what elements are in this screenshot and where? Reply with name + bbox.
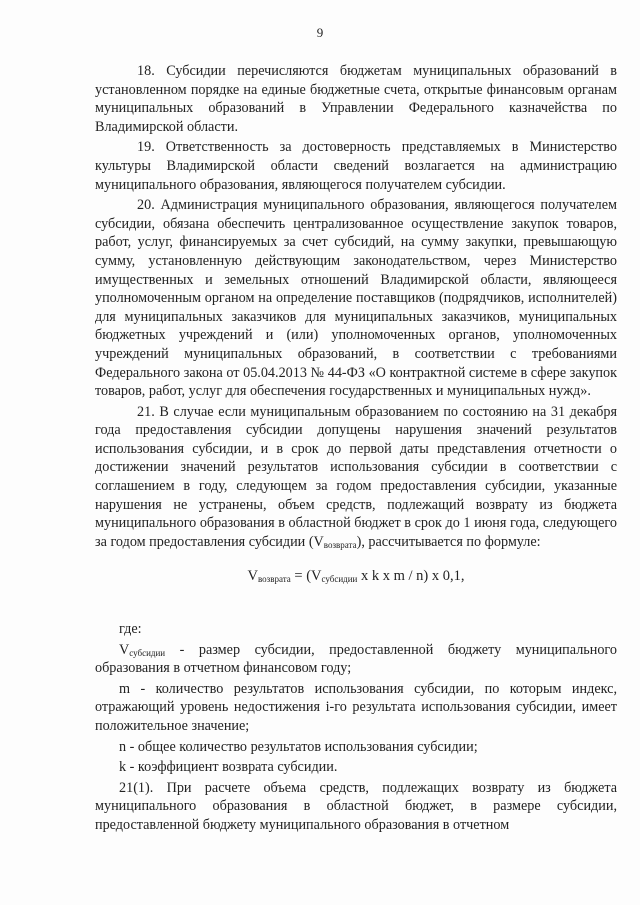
paragraph-19: 19. Ответственность за достоверность представляемых в Министерство культуры Владимирской области сведений возлагается на администрацию муниципального образования, являющегося получателем субсидии.: [95, 139, 617, 193]
paragraph-20: 20. Администрация муниципального образования, являющегося получателем субсидии, обязана обеспечить централизованное осуществление закупок товаров, работ, услуг, финансируемых за счет субсидий, на сумму закупки, превышающую сумму, установленную действующим законодательством, через Министерство имущественных и земельных отношений Владимирской области, являющееся уполномоченным органом на определение поставщиков (подрядчиков, исполнителей) для муниципальных заказчиков для муниципальных заказчиков, муниципальных бюджетных учреждений и (или) уполномоченных органов, уполномоченных учреждений муниципальных образований, в соответствии с требованиями Федерального закона от 05.04.2013 № 44-ФЗ «О контрактной системе в сфере закупок товаров, работ, услуг для обеспечения государственных и муниципальных нужд».: [95, 197, 617, 400]
definition-m: [95, 680, 617, 736]
formula-v-subscript: возврата: [257, 574, 291, 584]
paragraph-18: 18. Субсидии перечисляются бюджетам муниципальных образований в установленном порядке на единые бюджетные счета, открытые финансовым органам муниципальных образований в Управлении Федерального казначейства по Владимирской области.: [95, 63, 617, 135]
definition-k: [95, 758, 617, 777]
formula-s-subscript: субсидии: [321, 574, 358, 584]
definition-term: m: [119, 680, 131, 697]
formula-v: V: [247, 568, 258, 584]
definition-n: [95, 738, 617, 757]
definition-term-subscript: субсидии: [129, 647, 166, 658]
definition-text: - общее количество результатов использования субсидии;: [126, 738, 478, 755]
definition-text: - коэффициент возврата субсидии.: [126, 759, 338, 776]
paragraph-21: [95, 403, 617, 552]
definition-text: - размер субсидии, предоставленной бюджету муниципального образования в отчетном финансовом году;: [95, 641, 617, 677]
where-label: где:: [119, 621, 142, 637]
definition-term: k: [119, 759, 127, 776]
formula: [95, 567, 617, 586]
body-bottom: [95, 620, 617, 837]
body-top: [95, 62, 617, 553]
formula-rest: x k x m / n) x 0,1,: [357, 568, 465, 584]
definition-text: - количество результатов использования субсидии, по которым индекс, отражающий уровень недостижения i-го результата использования субсидии, имеет положительное значение;: [95, 680, 617, 734]
page-number: 9: [316, 25, 324, 40]
formula-mid: = (V: [290, 568, 322, 584]
definition-term: n: [119, 738, 127, 755]
paragraph-21-text: 21. В случае если муниципальным образованием по состоянию на 31 декабря года предоставления субсидии допущены нарушения значений результатов использования субсидии, и в срок до первой даты представления отчетности о достижении значений результатов использования субсидии в соответствии с соглашением в году, следующем за годом предоставления субсидии, указанные нарушения не устранены, объем средств, подлежащий возврату из бюджета муниципального образования в областной бюджет в срок до 1 июня года, следующего за годом предоставления субсидии (V: [95, 403, 617, 550]
paragraph-21-tail: ), рассчитывается по формуле:: [356, 533, 541, 550]
paragraph-21-1: 21(1). При расчете объема средств, подлежащих возврату из бюджета муниципального образования в областной бюджет, в размере субсидии, предоставленной бюджету муниципального образования в отчетном: [95, 779, 617, 833]
paragraph-21-subscript: возврата: [323, 539, 357, 550]
definition-term: V: [119, 641, 130, 658]
definition-vsubsidii: [95, 641, 617, 678]
